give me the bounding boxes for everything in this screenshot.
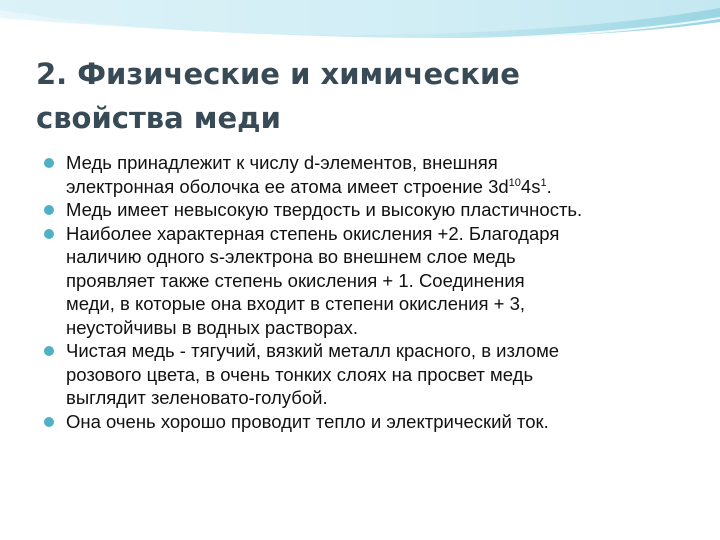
formula-text: электронная оболочка ее атома имеет строение 3d <box>66 175 509 197</box>
title-line-1: 2. Физические и химические <box>36 57 520 91</box>
bullet-line: меди, в которые она входит в степени окисления + 3, <box>66 293 526 314</box>
bullet-dot-icon <box>44 205 54 215</box>
bullet-line: Наиболее характерная степень окисления +2. Благодаря <box>66 222 560 244</box>
bullet-line: Она очень хорошо проводит тепло и электрический ток. <box>66 410 549 432</box>
bullet-list <box>44 151 694 433</box>
bullet-item-2 <box>44 198 694 222</box>
bullet-item-5 <box>44 410 694 434</box>
page-title <box>36 52 696 140</box>
bullet-line-formula <box>66 175 694 199</box>
formula-text: 4s <box>520 175 541 197</box>
bullet-item-1 <box>44 151 694 198</box>
bullet-line: Чистая медь - тягучий, вязкий металл красного, в изломе <box>66 340 560 361</box>
bullet-dot-icon <box>44 229 54 239</box>
bullet-line: Медь имеет невысокую твердость и высокую пластичность. <box>66 199 583 220</box>
bullet-line: наличию одного s-электрона во внешнем слое медь <box>66 246 516 267</box>
bullet-line: неустойчивы в водных растворах. <box>66 316 359 338</box>
bullet-item-3 <box>44 222 694 340</box>
bullet-dot-icon <box>44 158 54 168</box>
title-line-2: свойства меди <box>36 101 281 135</box>
formula-superscript: 10 <box>508 176 521 189</box>
bullet-item-4 <box>44 339 694 410</box>
bullet-dot-icon <box>44 346 54 356</box>
formula-text: . <box>546 175 552 197</box>
bullet-line: выглядит зеленовато-голубой. <box>66 387 328 408</box>
bullet-line: розового цвета, в очень тонких слоях на просвет медь <box>66 363 534 385</box>
bullet-line: проявляет также степень окисления + 1. Соединения <box>66 269 525 291</box>
bullet-line: Медь принадлежит к числу d-элементов, внешняя <box>66 152 498 173</box>
bullet-dot-icon <box>44 417 54 427</box>
formula-superscript: 1 <box>540 176 547 189</box>
